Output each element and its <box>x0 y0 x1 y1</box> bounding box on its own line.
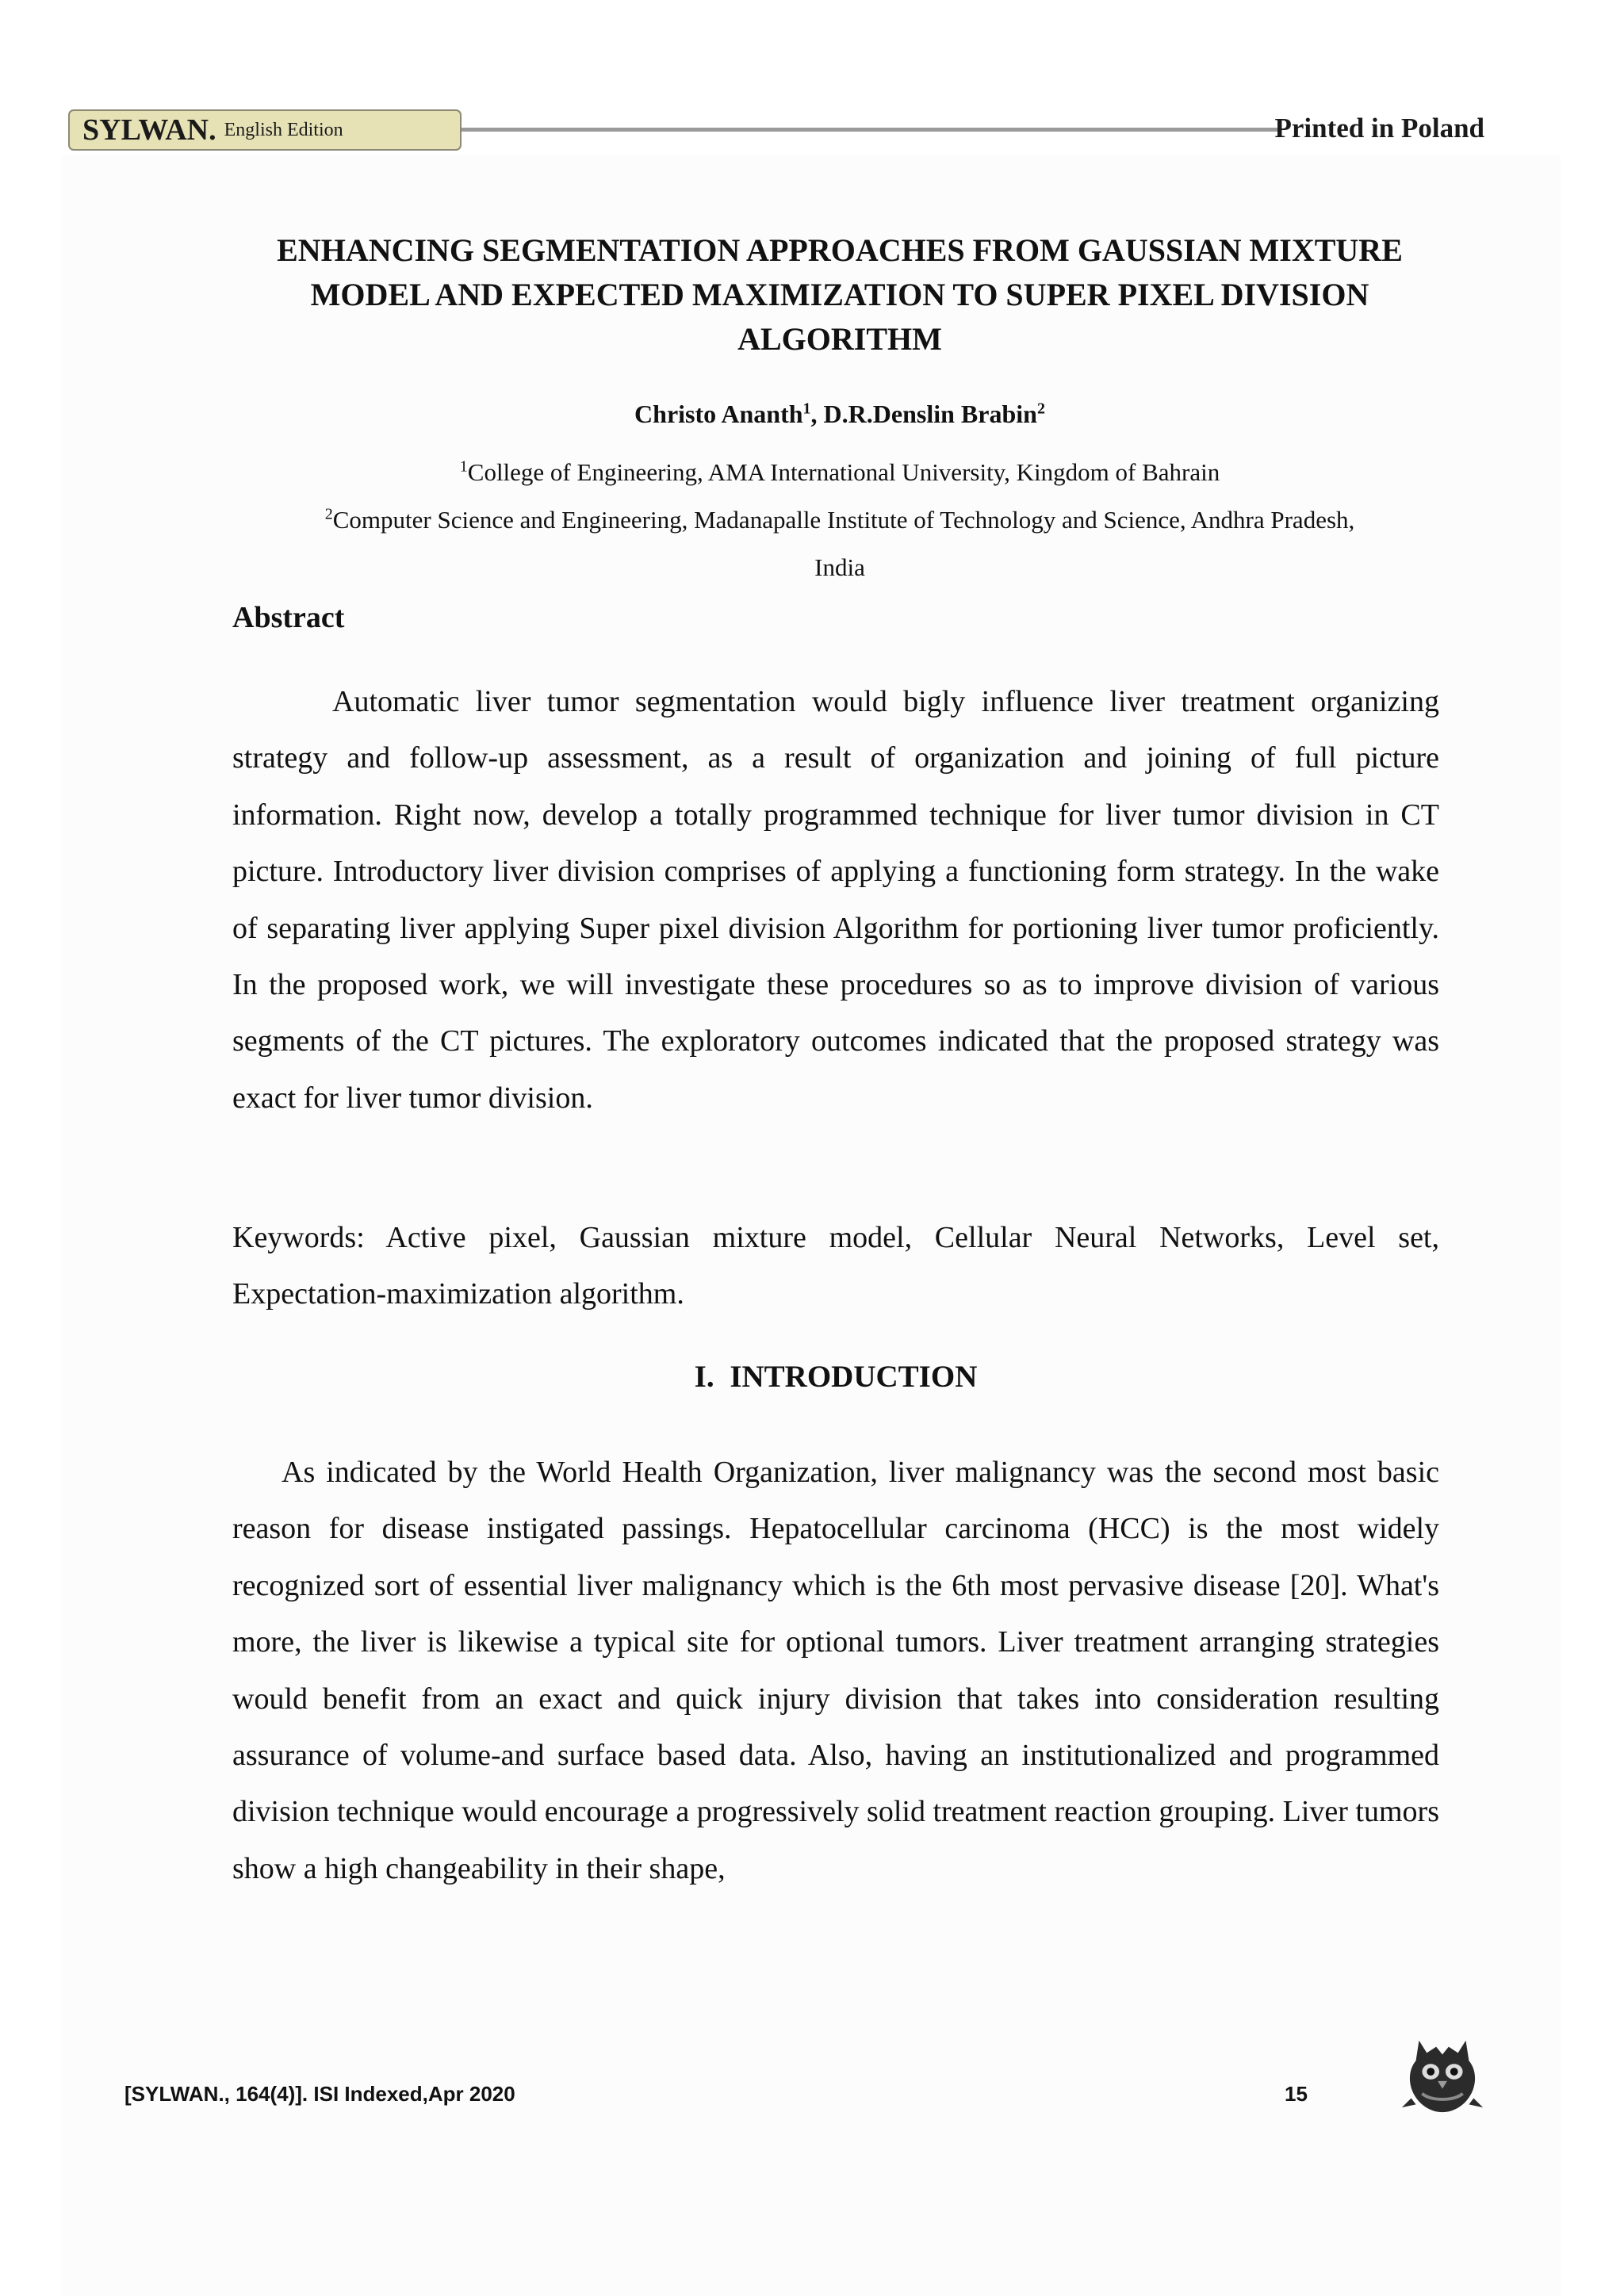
affiliation <box>230 455 1450 490</box>
affiliation-continuation: India <box>814 553 865 581</box>
journal-edition: English Edition <box>224 119 343 140</box>
title-line: MODEL AND EXPECTED MAXIMIZATION TO SUPER PIXEL DIVISION <box>310 277 1369 312</box>
author-affiliation-mark: 2 <box>1036 400 1045 418</box>
journal-logo-icon <box>1396 2026 1489 2120</box>
author-separator: , <box>810 400 824 428</box>
footer-citation: [SYLWAN., 164(4)]. ISI Indexed,Apr 2020 <box>124 2082 515 2106</box>
introduction-paragraph: As indicated by the World Health Organization, liver malignancy was the second most basic reason for disease instigated passings. Hepatocellular carcinoma (HCC) is the most widely recognized sort of essential liver malignancy which is the 6th most pervasive disease [20]. What's more, the liver is likewise a typical site for optional tumors. Liver treatment arranging strategies would benefit from an exact and quick injury division that takes into consideration resulting assurance of volume-and surface based data. Also, having an institutionalized and programmed division technique would encourage a progressively solid treatment reaction grouping. Liver tumors show a high changeability in their shape, <box>232 1456 1439 1885</box>
journal-name: SYLWAN. <box>82 113 216 147</box>
title-line: ALGORITHM <box>737 321 942 357</box>
author-affiliation-mark: 1 <box>802 400 811 418</box>
header-divider <box>462 128 1280 132</box>
author-name: Christo Ananth <box>634 400 803 428</box>
author-name: D.R.Denslin Brabin <box>823 400 1037 428</box>
abstract-paragraph: Automatic liver tumor segmentation would bigly influence liver treatment organizing strategy and follow-up assessment, as a result of organization and joining of full picture information. Right now, develop a totally programmed technique for liver tumor division in CT picture. Introductory liver division comprises of applying a functioning form strategy. In the wake of separating liver applying Super pixel division Algorithm for portioning liver tumor proficiently. In the proposed work, we will investigate these procedures so as to improve division of various segments of the CT pictures. The exploratory outcomes indicated that the proposed strategy was exact for liver tumor division. <box>232 685 1439 1115</box>
affiliation-mark: 2 <box>324 505 333 523</box>
affiliation-text: College of Engineering, AMA International University, Kingdom of Bahrain <box>467 458 1220 486</box>
title-line: ENHANCING SEGMENTATION APPROACHES FROM GAUSSIAN MIXTURE <box>277 232 1403 268</box>
affiliation-text: Computer Science and Engineering, Madanapalle Institute of Technology and Science, Andhra Pradesh, <box>332 506 1355 534</box>
author-list <box>230 396 1450 431</box>
introduction-heading: I. INTRODUCTION <box>694 1360 978 1394</box>
abstract-heading: Abstract <box>232 601 345 634</box>
affiliation <box>230 503 1450 538</box>
keywords-paragraph: Keywords: Active pixel, Gaussian mixture model, Cellular Neural Networks, Level set, Expectation-maximization algorithm. <box>232 1221 1439 1311</box>
journal-badge <box>68 109 462 151</box>
paper-title <box>230 228 1450 362</box>
affiliation-mark: 1 <box>459 457 468 476</box>
page-number: 15 <box>1285 2082 1308 2106</box>
printed-in-label: Printed in Poland <box>1274 113 1484 144</box>
